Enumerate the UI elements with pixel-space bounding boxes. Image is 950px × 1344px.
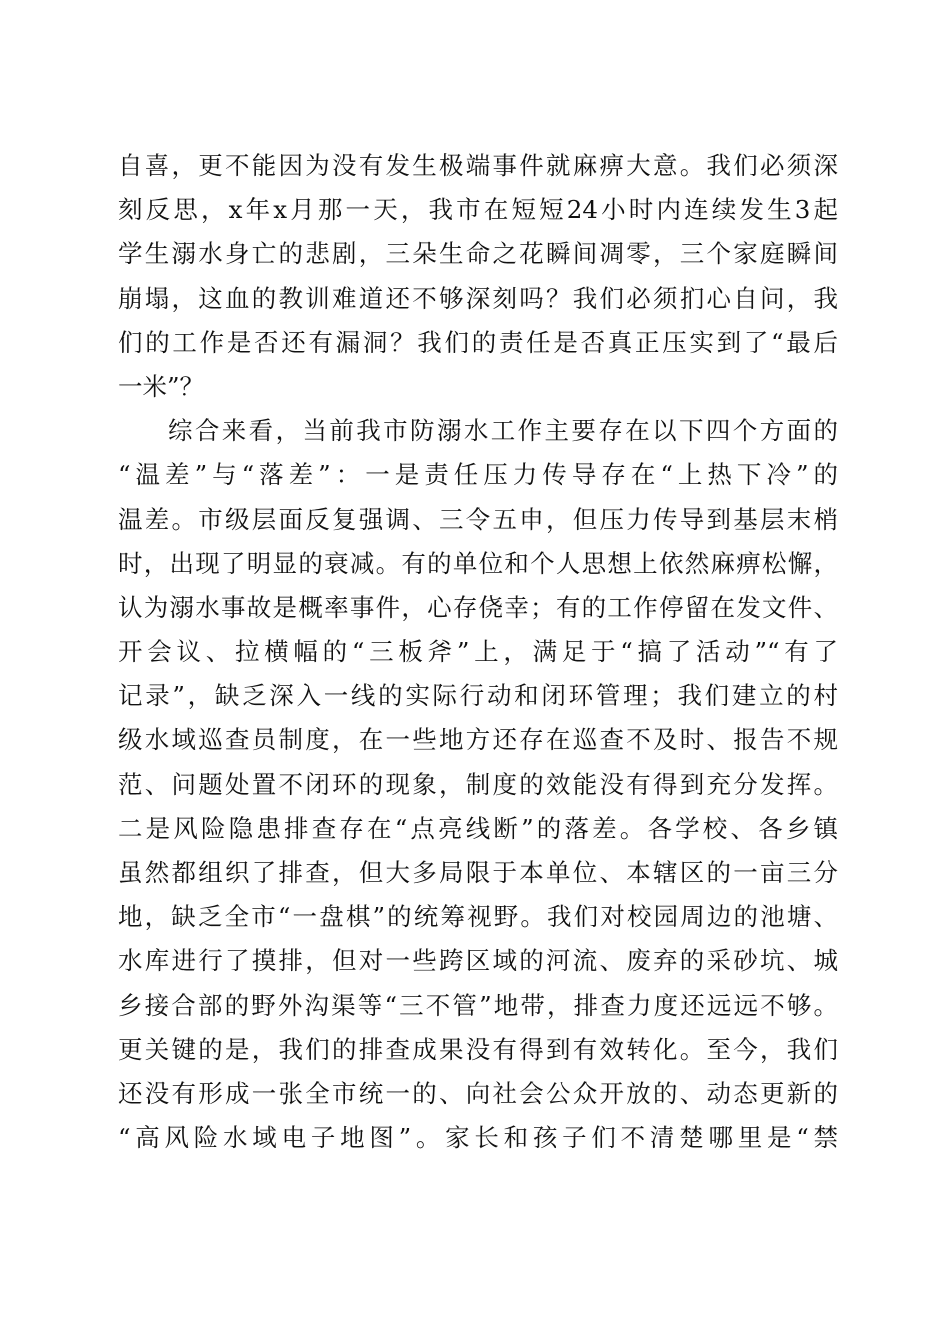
- text-line-18: 地，缺乏全市“一盘棋”的统筹视野。我们对校园周边的池塘、: [118, 902, 838, 932]
- document-body: [118, 144, 838, 1160]
- text-line-1: 自喜，更不能因为没有发生极端事件就麻痹大意。我们必须深: [118, 151, 838, 180]
- text-line-8: “温差”与“落差”：一是责任压力传导存在“上热下冷”的: [118, 460, 838, 490]
- text-line-11: 认为溺水事故是概率事件，心存侥幸；有的工作停留在发文件、: [118, 592, 838, 622]
- text-line-3: 学生溺水身亡的悲剧，三朵生命之花瞬间凋零，三个家庭瞬间: [118, 239, 838, 269]
- text-line-9: 温差。市级层面反复强调、三令五申，但压力传导到基层末梢: [118, 504, 838, 534]
- text-line-19: 水库进行了摸排，但对一些跨区域的河流、废弃的采砂坑、城: [118, 946, 838, 976]
- text-line-23: “高风险水域电子地图”。家长和孩子们不清楚哪里是“禁: [118, 1123, 838, 1153]
- text-line-12: 开会议、拉横幅的“三板斧”上，满足于“搞了活动”“有了: [118, 637, 838, 667]
- text-line-16: 二是风险隐患排查存在“点亮线断”的落差。各学校、各乡镇: [118, 813, 838, 843]
- text-line-17: 虽然都组织了排查，但大多局限于本单位、本辖区的一亩三分: [118, 858, 838, 887]
- text-line-7: 综合来看，当前我市防溺水工作主要存在以下四个方面的: [168, 416, 838, 446]
- text-line-13: 记录”，缺乏深入一线的实际行动和闭环管理；我们建立的村: [118, 681, 838, 711]
- text-line-10: 时，出现了明显的衰减。有的单位和个人思想上依然麻痹松懈，: [118, 548, 838, 578]
- text-line-21: 更关键的是，我们的排查成果没有得到有效转化。至今，我们: [118, 1034, 838, 1064]
- text-line-5: 们的工作是否还有漏洞？我们的责任是否真正压实到了“最后: [118, 327, 838, 357]
- text-line-22: 还没有形成一张全市统一的、向社会公众开放的、动态更新的: [118, 1078, 838, 1108]
- text-line-15: 范、问题处置不闭环的现象，制度的效能没有得到充分发挥。: [118, 769, 838, 799]
- text-line-14: 级水域巡查员制度，在一些地方还存在巡查不及时、报告不规: [118, 725, 838, 755]
- text-line-20: 乡接合部的野外沟渠等“三不管”地带，排查力度还远远不够。: [118, 990, 838, 1020]
- text-line-6: 一米”？: [118, 371, 205, 401]
- text-line-2: 刻反思，x年x月那一天，我市在短短24小时内连续发生3起: [118, 195, 838, 225]
- text-line-4: 崩塌，这血的教训难道还不够深刻吗？我们必须扪心自问，我: [118, 283, 838, 313]
